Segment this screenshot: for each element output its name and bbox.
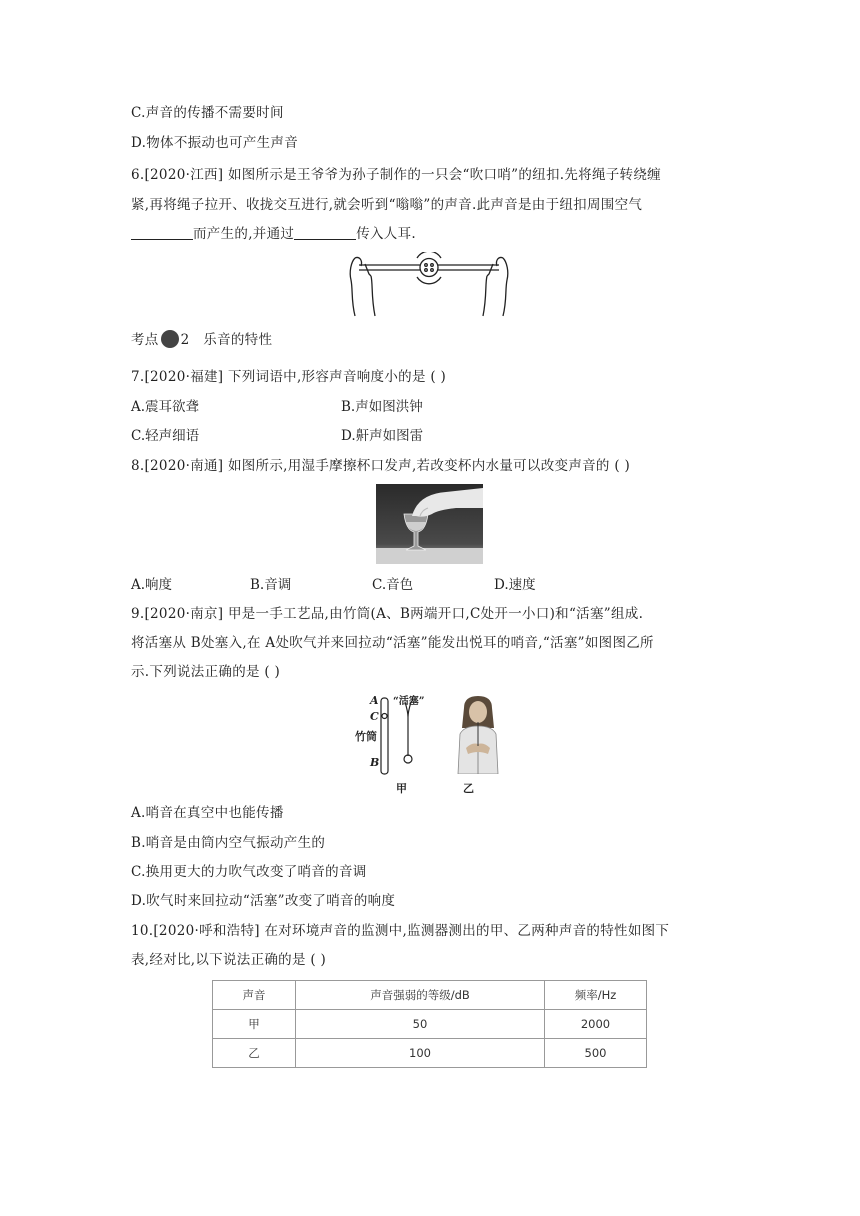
q7-option-b: B.声如图洪钟	[341, 399, 423, 415]
q8-option-d: D.速度	[494, 577, 536, 593]
q7-stem: 7.[2020·福建] 下列词语中,形容声音响度小的是 ( )	[131, 369, 447, 385]
wine-glass-photo	[376, 484, 483, 564]
q7-option-a: A.震耳欲聋	[131, 399, 200, 415]
q10-line-2: 表,经对比,以下说法正确的是 ( )	[131, 952, 327, 968]
q8-option-b: B.音调	[250, 577, 292, 593]
q7-option-c: C.轻声细语	[131, 428, 200, 444]
keypoint-dot-icon	[161, 330, 179, 348]
girl-photo	[452, 694, 504, 774]
table-header: 声音	[213, 981, 296, 1010]
table-cell: 2000	[545, 1010, 647, 1039]
q9-line-2: 将活塞从 B处塞入,在 A处吹气并来回拉动“活塞”能发出悦耳的哨音,“活塞”如图图乙所	[131, 635, 654, 651]
q6-line-1: 6.[2020·江西] 如图所示是王爷爷为孙子制作的一只会“吹口哨”的纽扣.先将绳子转绕缠	[131, 167, 661, 183]
q9-option-b: B.哨音是由筒内空气振动产生的	[131, 835, 326, 851]
q5-option-d: D.物体不振动也可产生声音	[131, 135, 299, 151]
label-jia: 甲	[396, 782, 407, 795]
answer-blank-1[interactable]	[131, 225, 193, 240]
q9-option-c: C.换用更大的力吹气改变了哨音的音调	[131, 864, 367, 880]
q9-option-d: D.吹气时来回拉动“活塞”改变了哨音的响度	[131, 893, 396, 909]
label-c: C	[370, 710, 379, 723]
q10-line-1: 10.[2020·呼和浩特] 在对环境声音的监测中,监测器测出的甲、乙两种声音的特性如图下	[131, 923, 670, 939]
keypoint-number: 2	[180, 332, 190, 348]
q9-line-1: 9.[2020·南京] 甲是一手工艺品,由竹筒(A、B两端开口,C处开一小口)和“活塞”组成.	[131, 606, 644, 622]
table-cell: 500	[545, 1039, 647, 1068]
q7-option-d: D.鼾声如图雷	[341, 428, 424, 444]
label-bamboo-tube: 竹筒	[355, 730, 377, 743]
keypoint-label: 考点	[131, 332, 159, 348]
q9-option-a: A.哨音在真空中也能传播	[131, 805, 284, 821]
table-cell: 50	[296, 1010, 545, 1039]
answer-blank-2[interactable]	[294, 225, 356, 240]
table-header-row	[213, 981, 647, 1010]
q6-line-2: 紧,再将绳子拉开、收拢交互进行,就会听到“嗡嗡”的声音.此声音是由于纽扣周围空气	[131, 197, 643, 213]
q9-line-3: 示.下列说法正确的是 ( )	[131, 664, 281, 680]
label-plug: “活塞”	[393, 696, 425, 707]
keypoint-title: 乐音的特性	[203, 332, 273, 348]
q8-stem: 8.[2020·南通] 如图所示,用湿手摩擦杯口发声,若改变杯内水量可以改变声音的 ( )	[131, 458, 631, 474]
sound-data-table	[212, 980, 647, 1068]
table-header: 频率/Hz	[545, 981, 647, 1010]
table-row	[213, 1010, 647, 1039]
label-yi: 乙	[463, 782, 474, 795]
q6-line-3-mid: 而产生的,并通过	[193, 226, 295, 242]
table-header: 声音强弱的等级/dB	[296, 981, 545, 1010]
q8-option-c: C.音色	[372, 577, 414, 593]
keypoint-heading	[131, 330, 272, 349]
label-b: B	[370, 756, 380, 769]
q6-line-3-end: 传入人耳.	[356, 226, 416, 242]
table-cell: 100	[296, 1039, 545, 1068]
button-whistle-figure	[345, 252, 513, 318]
q5-option-c: C.声音的传播不需要时间	[131, 105, 284, 121]
label-a: A	[370, 694, 379, 707]
table-row	[213, 1039, 647, 1068]
q8-option-a: A.响度	[131, 577, 173, 593]
table-cell: 甲	[213, 1010, 296, 1039]
q6-line-3	[131, 225, 416, 243]
table-cell: 乙	[213, 1039, 296, 1068]
bamboo-tube-diagram	[355, 692, 435, 798]
